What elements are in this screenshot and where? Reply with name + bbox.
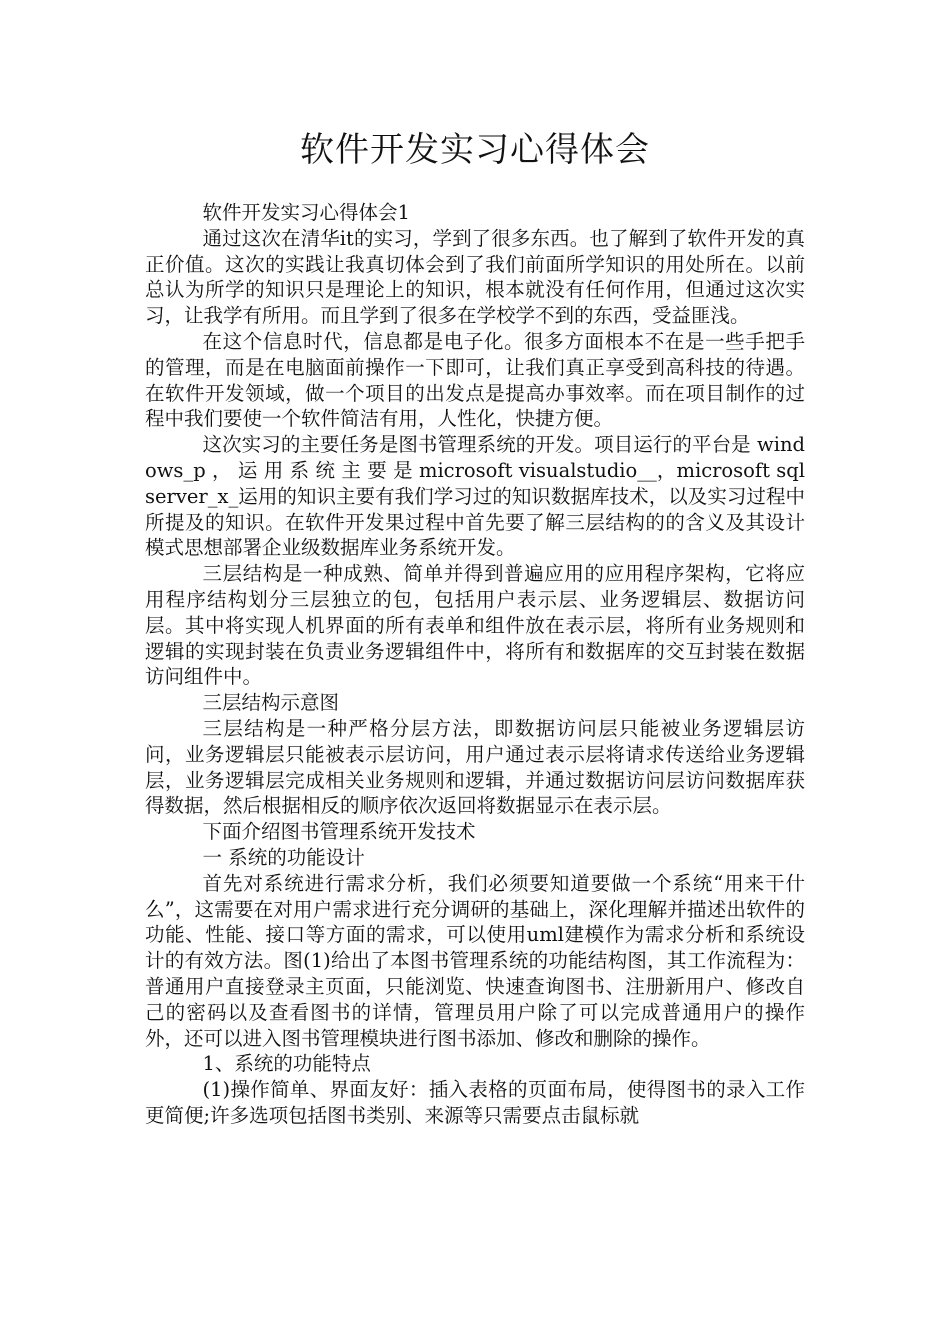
paragraph: 三层结构是一种严格分层方法，即数据访问层只能被业务逻辑层访问，业务逻辑层只能被表示层访问，用户通过表示层将请求传送给业务逻辑层，业务逻辑层完成相关业务规则和逻辑，并通过数据访问层访问数据库获得数据，然后根据相反的顺序依次返回将数据显示在表示层。 [145,716,805,818]
paragraph: 这次实习的主要任务是图书管理系统的开发。项目运行的平台是 windows_p ， 运 用 系 统 主 要 是 microsoft visualstudio__，microsoft sql server_x_运用的知识主要有我们学习过的知识数据库技术，以及实习过程中所提及的知识。在软件开发果过程中首先要了解三层结构的的含义及其设计模式思想部署企业级数据库业务系统开发。 [145,433,805,560]
document-body [145,200,805,1129]
document-title: 软件开发实习心得体会 [300,130,650,170]
section-heading: 1、系统的功能特点 [202,1052,371,1076]
paragraph: 首先对系统进行需求分析，我们必须要知道要做一个系统“用来干什么”，这需要在对用户需求进行充分调研的基础上，深化理解并描述出软件的功能、性能、接口等方面的需求，可以使用uml建模作为需求分析和系统设计的有效方法。图(1)给出了本图书管理系统的功能结构图，其工作流程为：普通用户直接登录主页面，只能浏览、快速查询图书、注册新用户、修改自己的密码以及查看图书的详情，管理员用户除了可以完成普通用户的操作外，还可以进入图书管理模块进行图书添加、修改和删除的操作。 [145,871,805,1050]
paragraph: 三层结构是一种成熟、简单并得到普遍应用的应用程序架构，它将应用程序结构划分三层独立的包，包括用户表示层、业务逻辑层、数据访问层。其中将实现人机界面的所有表单和组件放在表示层，将所有业务规则和逻辑的实现封装在负责业务逻辑组件中，将所有和数据库的交互封装在数据访问组件中。 [145,562,805,689]
section-heading: 下面介绍图书管理系统开发技术 [202,820,476,844]
section-heading: 软件开发实习心得体会1 [202,201,410,224]
figure-caption: 三层结构示意图 [202,691,340,715]
section-heading: 一 系统的功能设计 [202,845,365,869]
paragraph: 在这个信息时代，信息都是电子化。很多方面根本不在是一些手把手的管理，而是在电脑面前操作一下即可，让我们真正享受到高科技的待遇。在软件开发领域，做一个项目的出发点是提高办事效率。而在项目制作的过程中我们要使一个软件简洁有用，人性化，快捷方便。 [145,329,805,431]
paragraph: (1)操作简单、界面友好：插入表格的页面布局，使得图书的录入工作更简便;许多选项包括图书类别、来源等只需要点击鼠标就 [145,1078,805,1127]
paragraph: 通过这次在清华it的实习，学到了很多东西。也了解到了软件开发的真正价值。这次的实践让我真切体会到了我们前面所学知识的用处所在。以前总认为所学的知识只是理论上的知识，根本就没有任何作用，但通过这次实习，让我学有所用。而且学到了很多在学校学不到的东西，受益匪浅。 [145,226,805,328]
